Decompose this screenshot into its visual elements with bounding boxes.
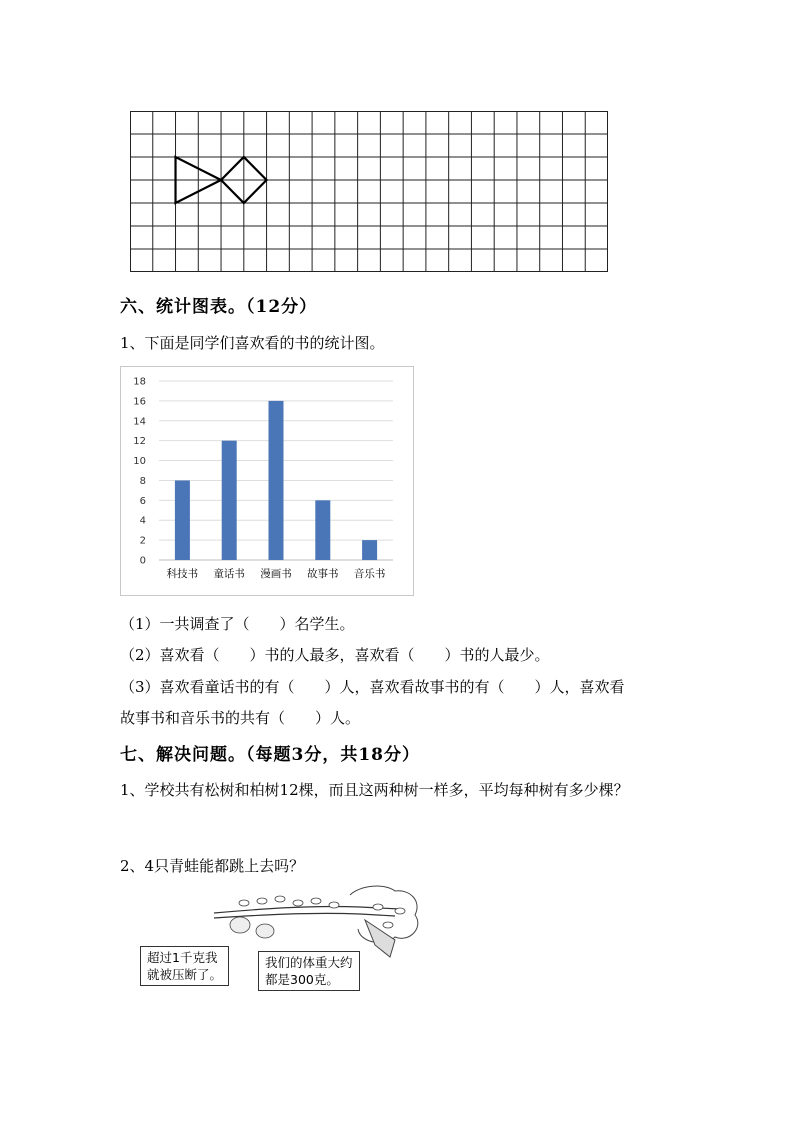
section6-sub3-line2: 故事书和音乐书的共有（ ）人。 bbox=[120, 709, 361, 727]
bar-科技书 bbox=[175, 480, 190, 560]
bar-chart bbox=[120, 366, 414, 596]
y-tick-label: 16 bbox=[133, 396, 146, 408]
speech-bubble-frogs bbox=[258, 951, 360, 991]
grid-svg bbox=[130, 111, 608, 272]
speech-bubble-branch bbox=[140, 946, 229, 986]
x-category-label: 漫画书 bbox=[260, 568, 292, 580]
bar-漫画书 bbox=[269, 401, 284, 560]
y-tick-label: 12 bbox=[133, 436, 146, 448]
section7-q1: 1、学校共有松树和柏树12棵，而且这两种树一样多，平均每种树有多少棵？ bbox=[120, 781, 629, 799]
x-category-label: 音乐书 bbox=[353, 568, 386, 580]
bar-音乐书 bbox=[362, 540, 377, 560]
x-category-label: 童话书 bbox=[213, 568, 245, 580]
section6-sub2: （2）喜欢看（ ）书的人最多，喜欢看（ ）书的人最少。 bbox=[120, 646, 550, 664]
dot-grid-figure bbox=[130, 111, 608, 272]
speech-bubble-branch-line2: 就被压断了。 bbox=[147, 967, 223, 982]
bar-故事书 bbox=[315, 500, 330, 560]
y-tick-label: 0 bbox=[139, 555, 146, 567]
y-tick-label: 6 bbox=[139, 495, 146, 507]
speech-bubble-frogs-line2: 都是300克。 bbox=[265, 972, 339, 987]
y-tick-label: 10 bbox=[133, 456, 146, 468]
speech-bubble-branch-line1: 超过1千克我 bbox=[147, 950, 218, 965]
speech-bubble-frogs-line1: 我们的体重大约 bbox=[265, 955, 353, 970]
section7-title: 七、解决问题。（每题3分，共18分） bbox=[120, 745, 420, 765]
section7-q2: 2、4只青蛙能都跳上去吗？ bbox=[120, 857, 305, 875]
y-tick-label: 4 bbox=[139, 515, 146, 527]
section6-q1-intro: 1、下面是同学们喜欢看的书的统计图。 bbox=[120, 334, 385, 352]
bar-童话书 bbox=[222, 441, 237, 560]
x-category-label: 故事书 bbox=[307, 568, 339, 580]
y-tick-label: 2 bbox=[139, 535, 146, 547]
x-category-label: 科技书 bbox=[166, 568, 199, 580]
y-tick-label: 8 bbox=[139, 475, 146, 487]
section6-title: 六、统计图表。（12分） bbox=[120, 297, 318, 317]
y-tick-label: 18 bbox=[133, 376, 146, 388]
bar-chart-svg bbox=[121, 367, 413, 595]
section6-sub3-line1: （3）喜欢看童话书的有（ ）人，喜欢看故事书的有（ ）人，喜欢看 bbox=[120, 678, 625, 696]
y-tick-label: 14 bbox=[133, 416, 146, 428]
section6-sub1: （1）一共调查了（ ）名学生。 bbox=[120, 615, 355, 633]
